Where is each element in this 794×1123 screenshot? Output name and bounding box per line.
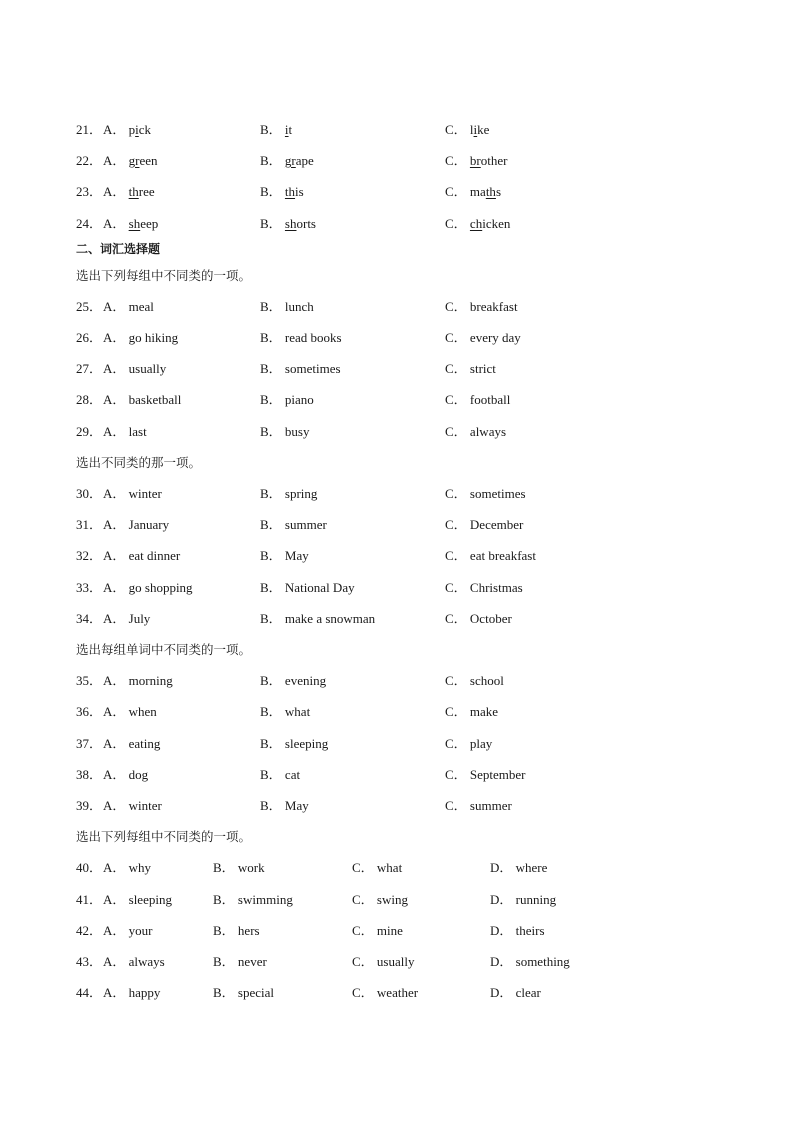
option-c: C． play bbox=[445, 736, 493, 751]
option-b: B． spring bbox=[260, 486, 318, 501]
option-a: A． three bbox=[103, 184, 155, 199]
option-b: B． evening bbox=[260, 673, 327, 688]
question-number: 21． bbox=[76, 122, 103, 137]
option-d: D． running bbox=[490, 892, 557, 907]
option-a: A． meal bbox=[103, 299, 154, 314]
option-b: B． special bbox=[213, 985, 275, 1000]
option-c: C． weather bbox=[352, 985, 419, 1000]
option-a: A． morning bbox=[103, 673, 173, 688]
option-a: A． pick bbox=[103, 122, 152, 137]
option-c: C． always bbox=[445, 424, 507, 439]
option-b: B． shorts bbox=[260, 216, 316, 231]
question-number: 35． bbox=[76, 673, 103, 688]
question-number: 33． bbox=[76, 580, 103, 595]
option-b: B． grape bbox=[260, 153, 314, 168]
option-c: C． usually bbox=[352, 954, 415, 969]
question-number: 39． bbox=[76, 798, 103, 813]
option-a: A． sleeping bbox=[103, 892, 172, 907]
option-c: C． eat breakfast bbox=[445, 548, 536, 563]
option-a: A． go shopping bbox=[103, 580, 193, 595]
option-b: B． it bbox=[260, 122, 293, 137]
option-a: A． January bbox=[103, 517, 170, 532]
option-a: A． eat dinner bbox=[103, 548, 181, 563]
option-d: D． theirs bbox=[490, 923, 545, 938]
option-d: D． clear bbox=[490, 985, 541, 1000]
option-a: A． green bbox=[103, 153, 158, 168]
option-a: A． your bbox=[103, 923, 153, 938]
option-b: B． hers bbox=[213, 923, 260, 938]
option-c: C． brother bbox=[445, 153, 508, 168]
option-a: A． happy bbox=[103, 985, 161, 1000]
option-c: C． September bbox=[445, 767, 526, 782]
option-a: A． usually bbox=[103, 361, 167, 376]
option-a: A． why bbox=[103, 860, 152, 875]
question-number: 23． bbox=[76, 184, 103, 199]
question-number: 32． bbox=[76, 548, 103, 563]
option-c: C． Christmas bbox=[445, 580, 523, 595]
question-number: 42． bbox=[76, 923, 103, 938]
option-c: C． October bbox=[445, 611, 512, 626]
option-b: B． what bbox=[260, 704, 311, 719]
group-instruction: 选出每组单词中不同类的一项。 bbox=[76, 642, 252, 657]
option-a: A． when bbox=[103, 704, 157, 719]
option-a: A． last bbox=[103, 424, 147, 439]
question-number: 25． bbox=[76, 299, 103, 314]
option-b: B． May bbox=[260, 798, 309, 813]
option-b: B． summer bbox=[260, 517, 327, 532]
option-b: B． never bbox=[213, 954, 267, 969]
question-number: 41． bbox=[76, 892, 103, 907]
option-c: C． strict bbox=[445, 361, 496, 376]
question-number: 30． bbox=[76, 486, 103, 501]
option-b: B． piano bbox=[260, 392, 314, 407]
question-number: 22． bbox=[76, 153, 103, 168]
option-b: B． sleeping bbox=[260, 736, 329, 751]
option-b: B． National Day bbox=[260, 580, 355, 595]
option-c: C． football bbox=[445, 392, 511, 407]
option-b: B． read books bbox=[260, 330, 342, 345]
option-b: B． this bbox=[260, 184, 304, 199]
option-b: B． swimming bbox=[213, 892, 293, 907]
question-number: 44． bbox=[76, 985, 103, 1000]
option-a: A． winter bbox=[103, 486, 162, 501]
option-b: B． work bbox=[213, 860, 265, 875]
option-a: A． go hiking bbox=[103, 330, 179, 345]
option-a: A． eating bbox=[103, 736, 161, 751]
option-b: B． lunch bbox=[260, 299, 314, 314]
option-b: B． cat bbox=[260, 767, 301, 782]
question-number: 24． bbox=[76, 216, 103, 231]
section-title: 二、词汇选择题 bbox=[76, 242, 161, 256]
question-number: 27． bbox=[76, 361, 103, 376]
option-c: C． breakfast bbox=[445, 299, 518, 314]
question-number: 29． bbox=[76, 424, 103, 439]
option-a: A． sheep bbox=[103, 216, 159, 231]
option-b: B． sometimes bbox=[260, 361, 341, 376]
option-c: C． December bbox=[445, 517, 524, 532]
option-c: C． like bbox=[445, 122, 490, 137]
question-number: 40． bbox=[76, 860, 103, 875]
option-c: C． sometimes bbox=[445, 486, 526, 501]
question-number: 31． bbox=[76, 517, 103, 532]
question-number: 28． bbox=[76, 392, 103, 407]
option-c: C． summer bbox=[445, 798, 512, 813]
option-c: C． school bbox=[445, 673, 504, 688]
option-a: A． basketball bbox=[103, 392, 182, 407]
group-instruction: 选出不同类的那一项。 bbox=[76, 455, 202, 470]
option-b: B． busy bbox=[260, 424, 310, 439]
question-number: 37． bbox=[76, 736, 103, 751]
question-number: 34． bbox=[76, 611, 103, 626]
question-number: 43． bbox=[76, 954, 103, 969]
option-d: D． where bbox=[490, 860, 548, 875]
option-c: C． chicken bbox=[445, 216, 511, 231]
question-number: 26． bbox=[76, 330, 103, 345]
option-c: C． what bbox=[352, 860, 403, 875]
option-a: A． winter bbox=[103, 798, 162, 813]
question-number: 38． bbox=[76, 767, 103, 782]
option-a: A． dog bbox=[103, 767, 149, 782]
option-c: C． mine bbox=[352, 923, 403, 938]
option-c: C． swing bbox=[352, 892, 408, 907]
question-number: 36． bbox=[76, 704, 103, 719]
group-instruction: 选出下列每组中不同类的一项。 bbox=[76, 829, 252, 844]
option-c: C． maths bbox=[445, 184, 501, 199]
option-b: B． make a snowman bbox=[260, 611, 376, 626]
option-b: B． May bbox=[260, 548, 309, 563]
option-c: C． every day bbox=[445, 330, 521, 345]
option-a: A． July bbox=[103, 611, 151, 626]
option-c: C． make bbox=[445, 704, 499, 719]
option-d: D． something bbox=[490, 954, 570, 969]
option-a: A． always bbox=[103, 954, 165, 969]
group-instruction: 选出下列每组中不同类的一项。 bbox=[76, 268, 252, 283]
